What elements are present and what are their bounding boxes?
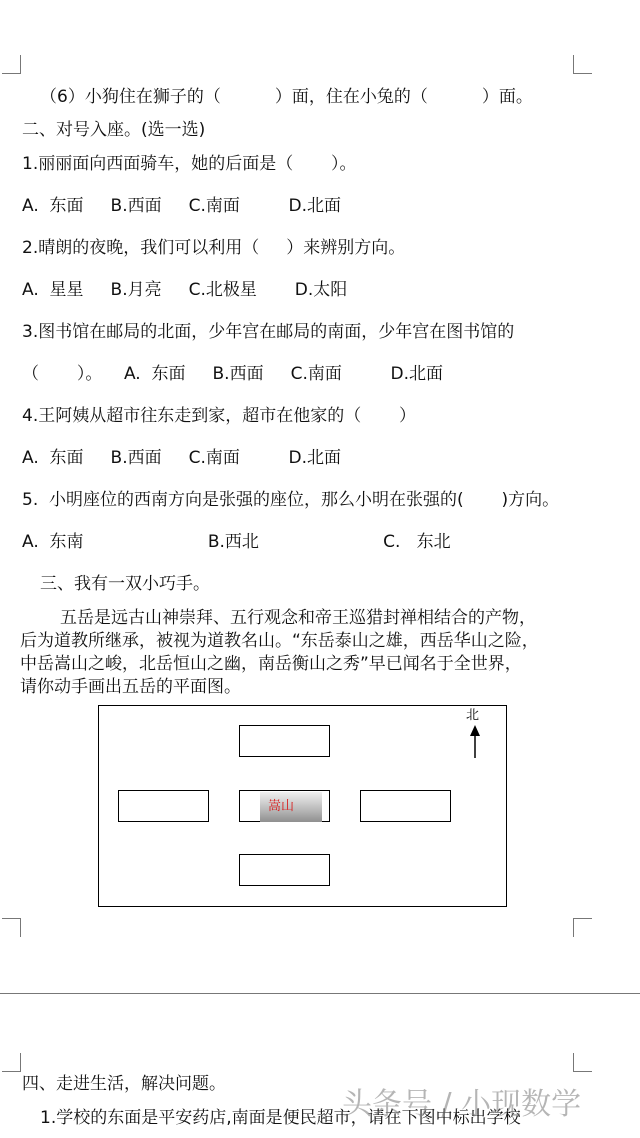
section-4-heading: 四、走进生活，解决问题。 (22, 1074, 226, 1094)
page-divider (0, 993, 640, 994)
question-2-options: A. 星星 B.月亮 C.北极星 D.太阳 (22, 280, 348, 300)
crop-mark-top-right (573, 55, 592, 74)
crop-mark-top-left (2, 55, 21, 74)
five-mountains-paragraph-line-4: 请你动手画出五岳的平面图。 (20, 677, 241, 697)
question-3-options: （ ）。 A. 东面 B.西面 C.南面 D.北面 (22, 364, 443, 384)
question-5-options: A. 东南 B.西北 C. 东北 (22, 532, 451, 552)
crop-mark-mid-left (2, 918, 21, 937)
section-4-question-1: 1.学校的东面是平安药店,南面是便民超市，请在下图中标出学校 (40, 1108, 521, 1128)
map-box-east (360, 790, 451, 822)
question-4-options: A. 东面 B.西面 C.南面 D.北面 (22, 448, 342, 468)
watermark-text: 头条号 / 小现数学 (342, 1087, 582, 1122)
question-3-text: 3.图书馆在邮局的北面，少年宫在邮局的南面，少年宫在图书馆的 (22, 322, 515, 342)
map-box-north (239, 725, 330, 757)
five-mountains-paragraph-line-3: 中岳嵩山之峻，北岳恒山之幽，南岳衡山之秀”早已闻名于全世界， (20, 654, 522, 674)
five-mountains-paragraph-line-1: 五岳是远古山神崇拜、五行观念和帝王巡猎封禅相结合的产物， (60, 608, 536, 628)
question-1-options: A. 东面 B.西面 C.南面 D.北面 (22, 196, 342, 216)
north-arrow-icon (468, 724, 482, 760)
question-2-text: 2.晴朗的夜晚，我们可以利用（ ）来辨别方向。 (22, 238, 406, 258)
section-2-heading: 二、对号入座。(选一选) (22, 120, 206, 140)
question-5-text: 5. 小明座位的西南方向是张强的座位，那么小明在张强的( )方向。 (22, 490, 560, 510)
question-6-dog-position: （6）小狗住在狮子的（ ）面，住在小兔的（ ）面。 (40, 87, 533, 107)
crop-mark-lower-left (2, 1053, 21, 1072)
section-3-heading: 三、我有一双小巧手。 (40, 574, 210, 594)
crop-mark-mid-right (573, 918, 592, 937)
question-4-text: 4.王阿姨从超市往东走到家，超市在他家的（ ） (22, 406, 417, 426)
center-mountain-label: 嵩山 (260, 792, 322, 822)
north-label: 北 (466, 708, 480, 723)
map-box-west (118, 790, 209, 822)
map-box-south (239, 854, 330, 886)
five-mountains-paragraph-line-2: 后为道教所继承，被视为道教名山。“东岳泰山之雄，西岳华山之险， (20, 631, 539, 651)
question-1-text: 1.丽丽面向西面骑车，她的后面是（ ）。 (22, 154, 357, 174)
crop-mark-lower-right (573, 1053, 592, 1072)
